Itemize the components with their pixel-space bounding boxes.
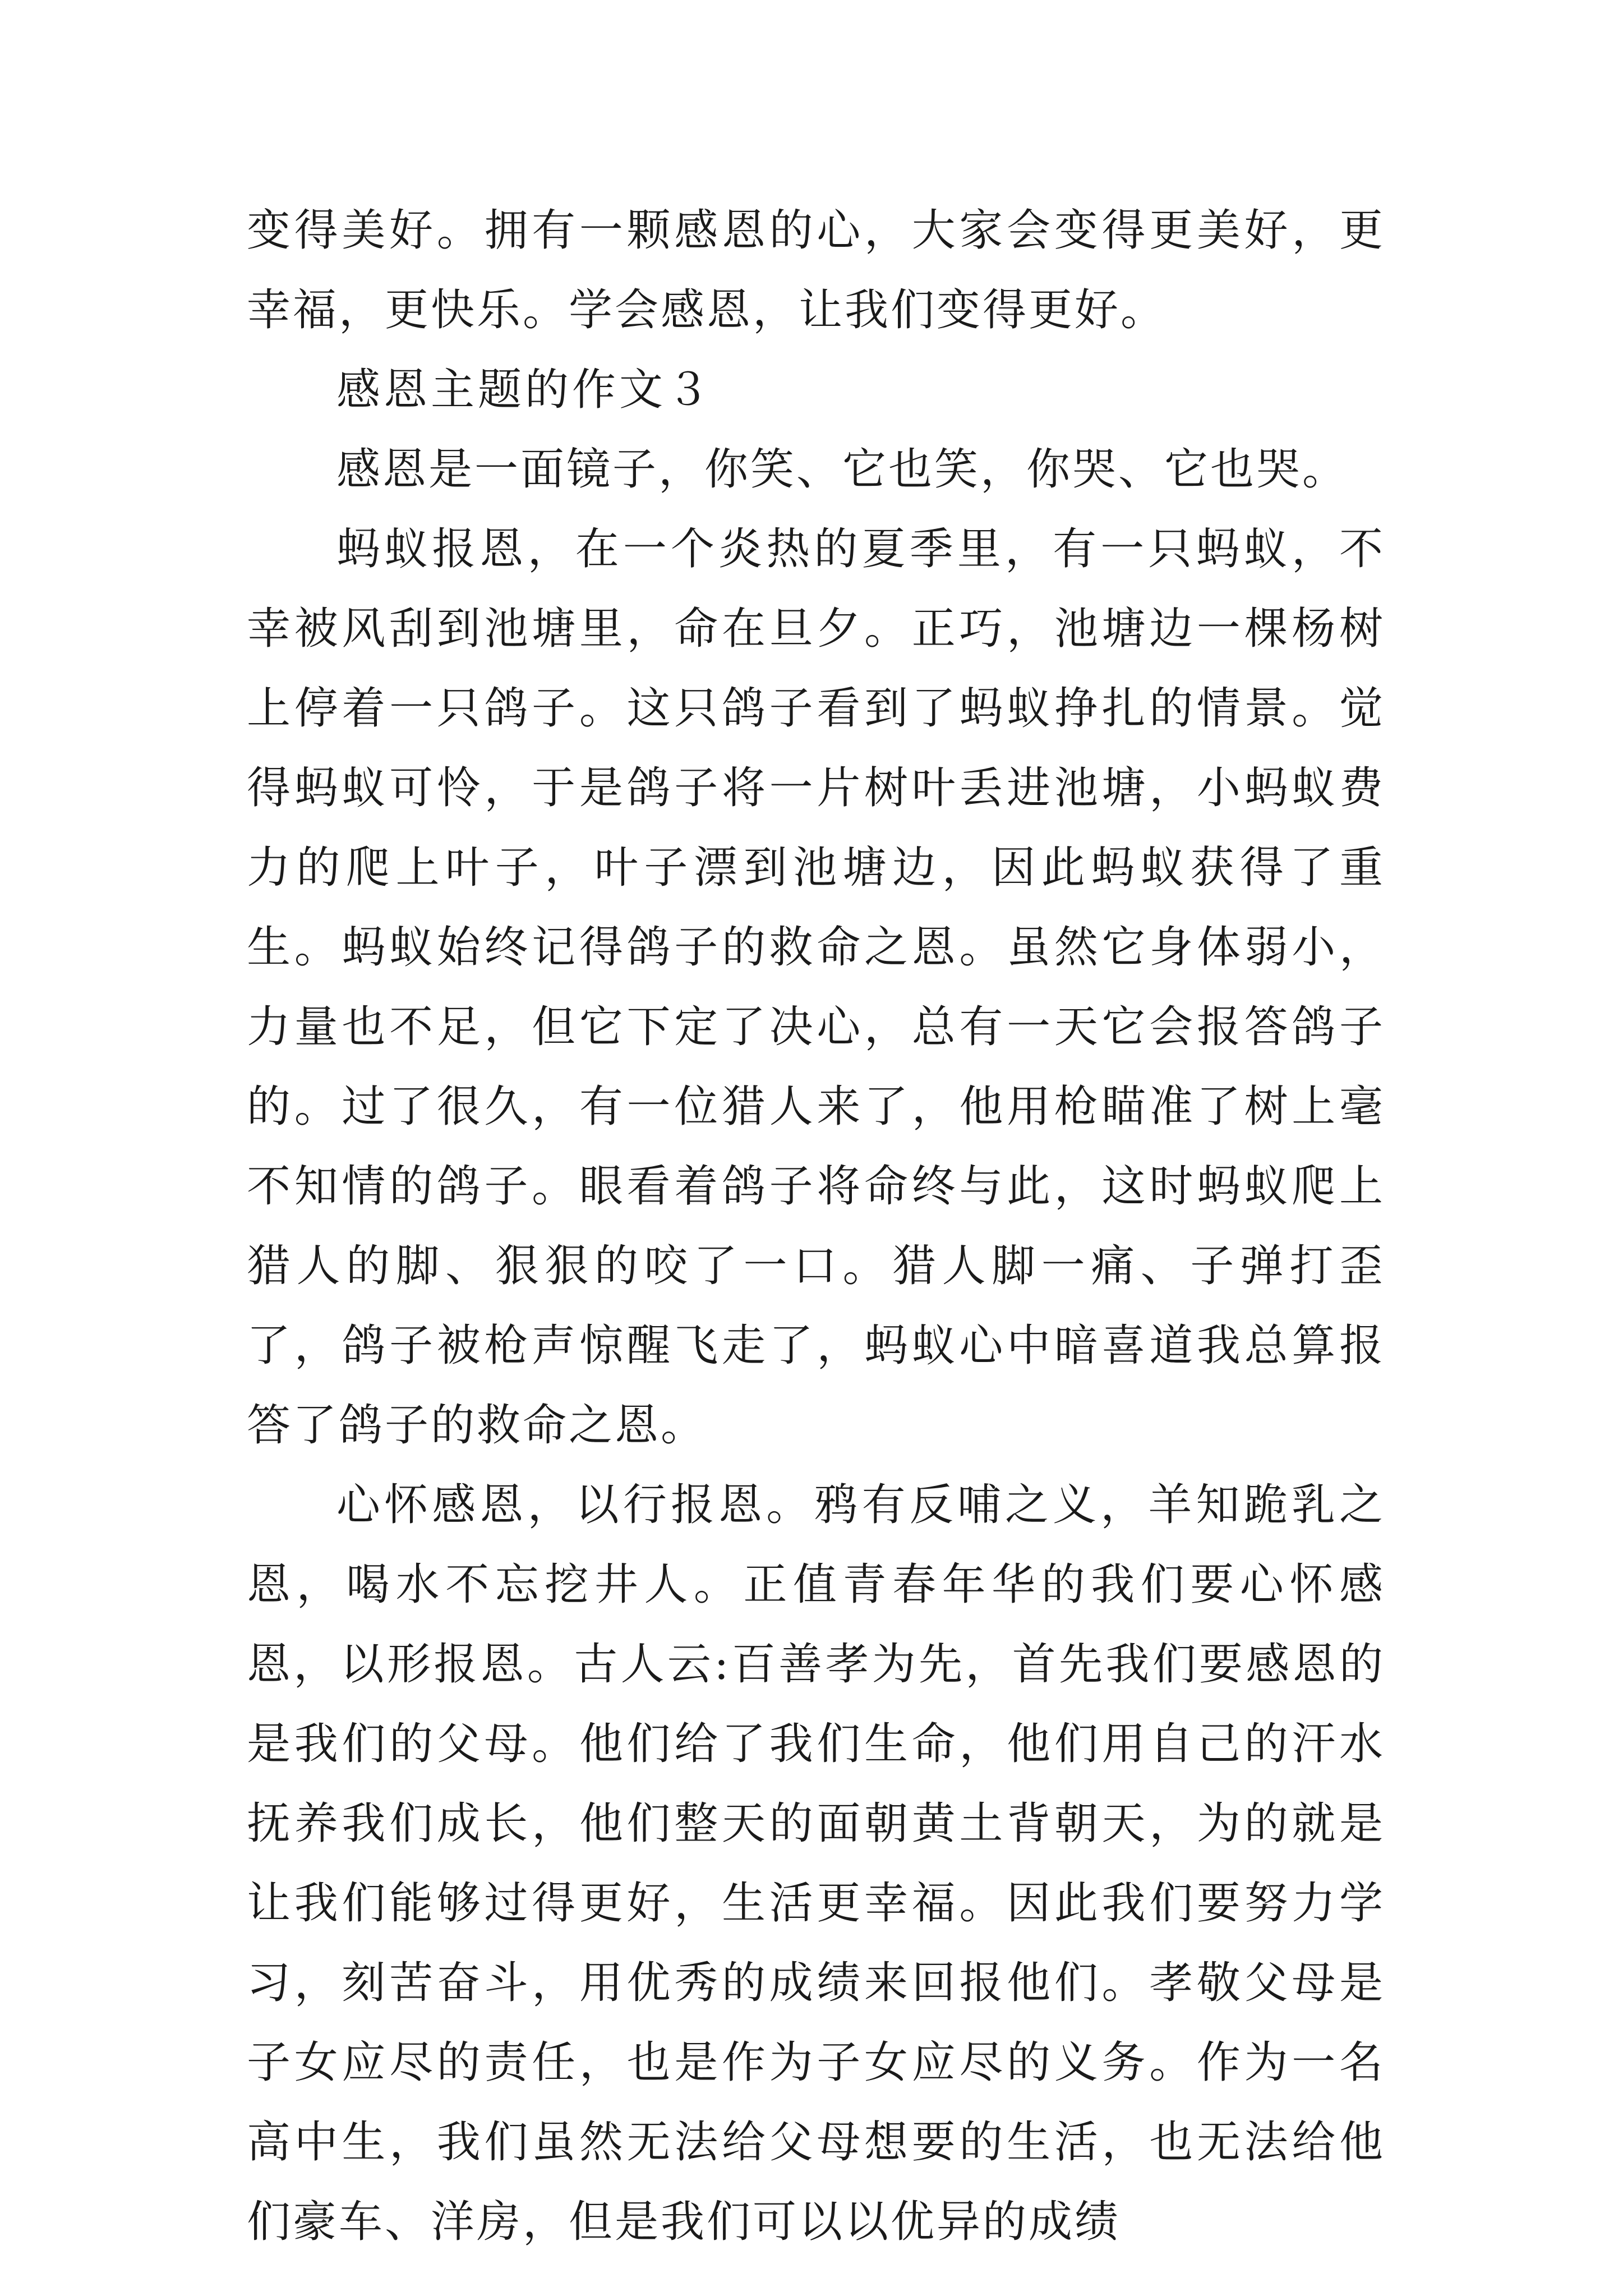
paragraph-gratitude-parents: 心怀感恩，以行报恩。鸦有反哺之义，羊知跪乳之恩，喝水不忘挖井人。正值青春年华的我们要心怀感恩，以形报恩。古人云:百善孝为先，首先我们要感恩的是我们的父母。他们给了我们生命，他们用自己的汗水抚养我们成长，他们整天的面朝黄土背朝天，为的就是让我们能够过得更好，生活更幸福。因此我们要努力学习，刻苦奋斗，用优秀的成绩来回报他们。孝敬父母是子女应尽的责任，也是作为子女应尽的义务。作为一名高中生，我们虽然无法给父母想要的生活，也无法给他们豪车、洋房，但是我们可以以优异的成绩 bbox=[247, 1480, 1385, 2247]
paragraph-mirror: 感恩是一面镜子，你笑、它也笑，你哭、它也哭。 bbox=[336, 444, 1349, 495]
paragraph-continuation: 变得美好。拥有一颗感恩的心，大家会变得更美好，更幸福，更快乐。学会感恩，让我们变得更好。 bbox=[247, 205, 1385, 335]
essay-heading: 感恩主题的作文３ bbox=[336, 365, 714, 415]
paragraph-ant-story: 蚂蚁报恩，在一个炎热的夏季里，有一只蚂蚁，不幸被风刮到池塘里，命在旦夕。正巧，池塘边一棵杨树上停着一只鸽子。这只鸽子看到了蚂蚁挣扎的情景。觉得蚂蚁可怜，于是鸽子将一片树叶丢进池塘，小蚂蚁费力的爬上叶子，叶子漂到池塘边，因此蚂蚁获得了重生。蚂蚁始终记得鸽子的救命之恩。虽然它身体弱小，力量也不足，但它下定了决心，总有一天它会报答鸽子的。过了很久，有一位猎人来了，他用枪瞄准了树上毫不知情的鸽子。眼看着鸽子将命终与此，这时蚂蚁爬上猎人的脚、狠狠的咬了一口。猎人脚一痛、子弹打歪了，鸽子被枪声惊醒飞走了，蚂蚁心中暗喜道我总算报答了鸽子的救命之恩。 bbox=[247, 524, 1385, 1451]
document-body bbox=[247, 191, 1385, 2262]
